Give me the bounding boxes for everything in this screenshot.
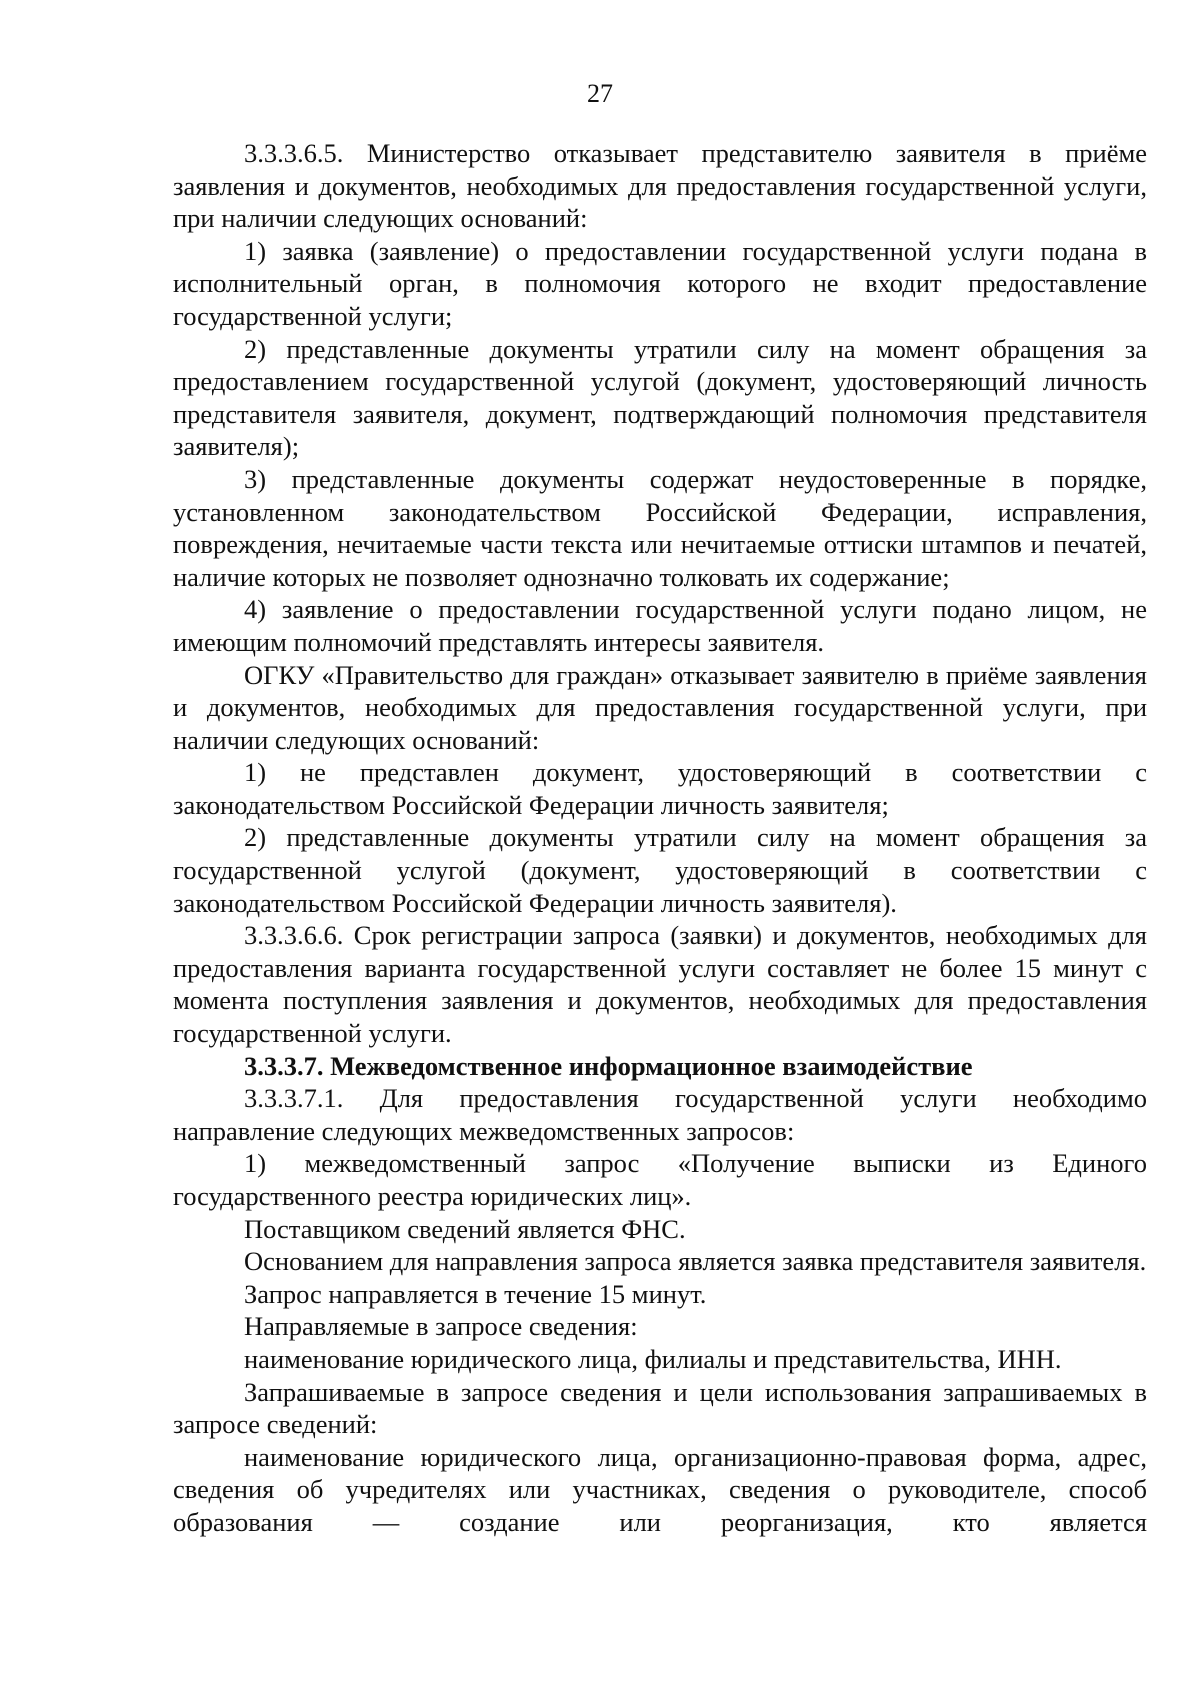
paragraph-requested-info-title: Запрашиваемые в запросе сведения и цели использования запрашиваемых в запросе сведений: bbox=[173, 1376, 1147, 1440]
paragraph-requested-info: наименование юридического лица, организационно-правовая форма, адрес, сведения об учредителях или участниках, сведения о руководителе, способ образования — создание или реорганизация, кто является bbox=[173, 1441, 1147, 1537]
page-number: 27 bbox=[587, 79, 613, 108]
paragraph-3-3-3-6-6: 3.3.3.6.6. Срок регистрации запроса (заявки) и документов, необходимых для предоставления варианта государственной услуги составляет не более 15 минут с момента поступления заявления и документов, необходимых для предоставления государственной услуги. bbox=[173, 920, 1147, 1049]
paragraph-sent-info-title: Направляемые в запросе сведения: bbox=[244, 1311, 638, 1342]
paragraph-ogku: ОГКУ «Правительство для граждан» отказывает заявителю в приёме заявления и документов, необходимых для предоставления государственной услуги, при наличии следующих оснований: bbox=[173, 659, 1147, 755]
list-item-ogku-1: 1) не представлен документ, удостоверяющий в соответствии с законодательством Российской Федерации личность заявителя; bbox=[173, 757, 1147, 820]
list-item-2: 2) представленные документы утратили силу на момент обращения за предоставлением государственной услугой (документ, удостоверяющий личность представителя заявителя, документ, подтверждающий полномочия представителя заявителя); bbox=[173, 333, 1147, 462]
section-heading-3-3-3-7: 3.3.3.7. Межведомственное информационное взаимодействие bbox=[244, 1050, 973, 1081]
list-item-3: 3) представленные документы содержат неудостоверенные в порядке, установленном законодательством Российской Федерации, исправления, повреждения, нечитаемые части текста или нечитаемые оттиски штампов и печатей, наличие которых не позволяет однозначно толковать их содержание; bbox=[173, 463, 1147, 592]
paragraph-timing: Запрос направляется в течение 15 минут. bbox=[244, 1278, 707, 1309]
paragraph-3-3-3-6-5: 3.3.3.6.5. Министерство отказывает представителю заявителя в приёме заявления и документов, необходимых для предоставления государственной услуги, при наличии следующих оснований: bbox=[173, 138, 1147, 234]
paragraph-sent-info: наименование юридического лица, филиалы и представительства, ИНН. bbox=[244, 1343, 1062, 1374]
list-item-1: 1) заявка (заявление) о предоставлении государственной услуги подана в исполнительный орган, в полномочия которого не входит предоставление государственной услуги; bbox=[173, 235, 1147, 331]
paragraph-basis: Основанием для направления запроса является заявка представителя заявителя. bbox=[244, 1246, 1147, 1277]
paragraph-3-3-3-7-1: 3.3.3.7.1. Для предоставления государственной услуги необходимо направление следующих межведомственных запросов: bbox=[173, 1083, 1147, 1146]
document-body bbox=[173, 137, 1147, 1539]
list-item-ogku-2: 2) представленные документы утратили силу на момент обращения за государственной услугой (документ, удостоверяющий в соответствии с законодательством Российской Федерации личность заявителя). bbox=[173, 822, 1147, 918]
list-item-4: 4) заявление о предоставлении государственной услуги подано лицом, не имеющим полномочий представлять интересы заявителя. bbox=[173, 594, 1147, 657]
paragraph-provider: Поставщиком сведений является ФНС. bbox=[244, 1213, 686, 1244]
list-item-request-1: 1) межведомственный запрос «Получение выписки из Единого государственного реестра юридических лиц». bbox=[173, 1148, 1147, 1211]
